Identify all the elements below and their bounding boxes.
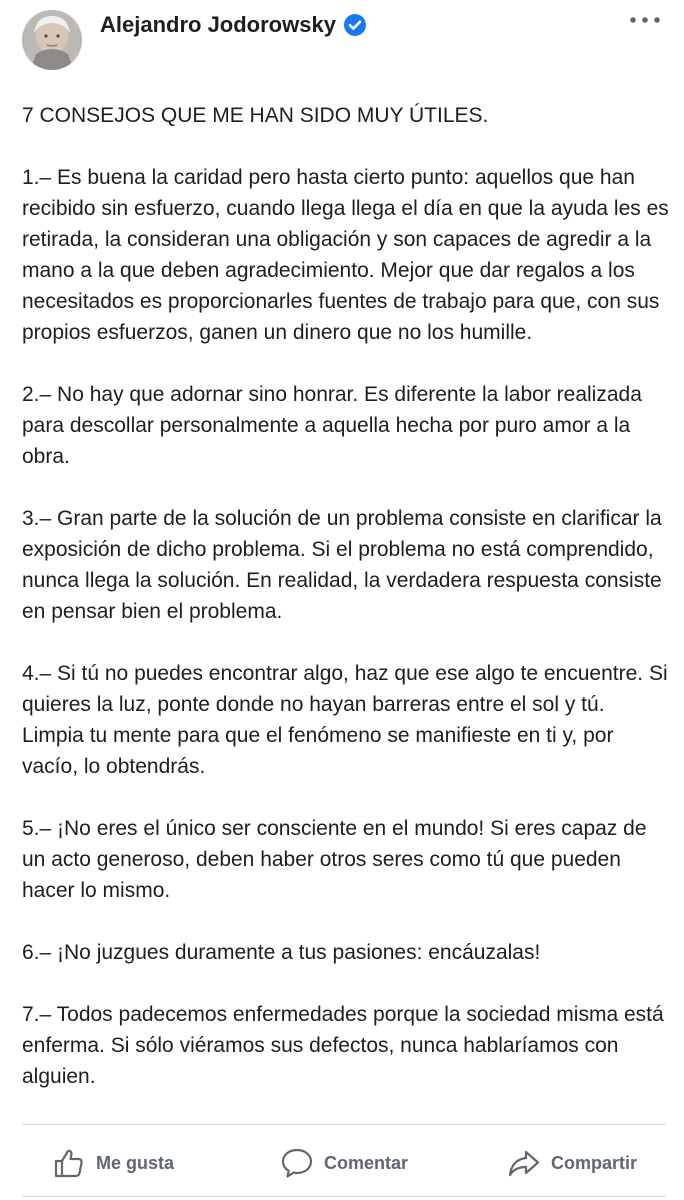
comment-button[interactable] (280, 1141, 408, 1185)
share-button[interactable] (507, 1141, 637, 1185)
actions-divider-bottom (22, 1196, 666, 1197)
like-button[interactable] (52, 1141, 174, 1185)
speech-bubble-icon (280, 1146, 314, 1180)
actions-divider-top (22, 1124, 666, 1125)
comment-label: Comentar (324, 1152, 409, 1173)
share-label: Compartir (551, 1152, 638, 1173)
avatar[interactable] (22, 10, 82, 70)
post-paragraph-6: 6.– ¡No juzgues duramente a tus pasiones: encáuzalas! (22, 941, 541, 964)
avatar-image (22, 10, 82, 70)
post-paragraph-4: 4.– Si tú no puedes encontrar algo, haz que ese algo te encuentre. Si quieres la luz, ponte donde no hayan barreras entre el sol y tú. Limpia tu mente para que el fenómeno se manifieste en ti y, por vacío, lo obtendrás. (22, 662, 668, 778)
verified-badge-icon (344, 14, 366, 36)
post-paragraph-5: 5.– ¡No eres el único ser consciente en el mundo! Si eres capaz de un acto generoso, deben haber otros seres como tú que pueden hacer lo mismo. (22, 817, 647, 902)
post-actions (0, 1135, 684, 1191)
more-options-icon[interactable] (628, 14, 662, 38)
author-name[interactable]: Alejandro Jodorowsky (100, 12, 336, 37)
post-author[interactable] (100, 12, 366, 38)
post-paragraph-2: 2.– No hay que adornar sino honrar. Es diferente la labor realizada para descollar personalmente a aquella hecha por puro amor a la obra. (22, 383, 642, 468)
like-label: Me gusta (96, 1152, 175, 1173)
thumbs-up-icon (52, 1146, 86, 1180)
post-body (22, 100, 672, 1123)
post-header (0, 0, 684, 80)
share-arrow-icon (507, 1146, 541, 1180)
post-title: 7 CONSEJOS QUE ME HAN SIDO MUY ÚTILES. (22, 104, 489, 127)
post-paragraph-3: 3.– Gran parte de la solución de un problema consiste en clarificar la exposición de dicho problema. Si el problema no está comprendido, nunca llega la solución. En realidad, la verdadera respuesta consiste en pensar bien el problema. (22, 507, 662, 623)
post-paragraph-1: 1.– Es buena la caridad pero hasta cierto punto: aquellos que han recibido sin esfuerzo, cuando llega llega el día en que la ayuda les es retirada, la consideran una obligación y son capaces de agredir a la mano a la que deben agradecimiento. Mejor que dar regalos a los necesitados es proporcionarles fuentes de trabajo para que, con sus propios esfuerzos, ganen un dinero que no los humille. (22, 166, 669, 344)
post-paragraph-7: 7.– Todos padecemos enfermedades porque la sociedad misma está enferma. Si sólo viéramos sus defectos, nunca hablaríamos con alguien. (22, 1003, 664, 1088)
